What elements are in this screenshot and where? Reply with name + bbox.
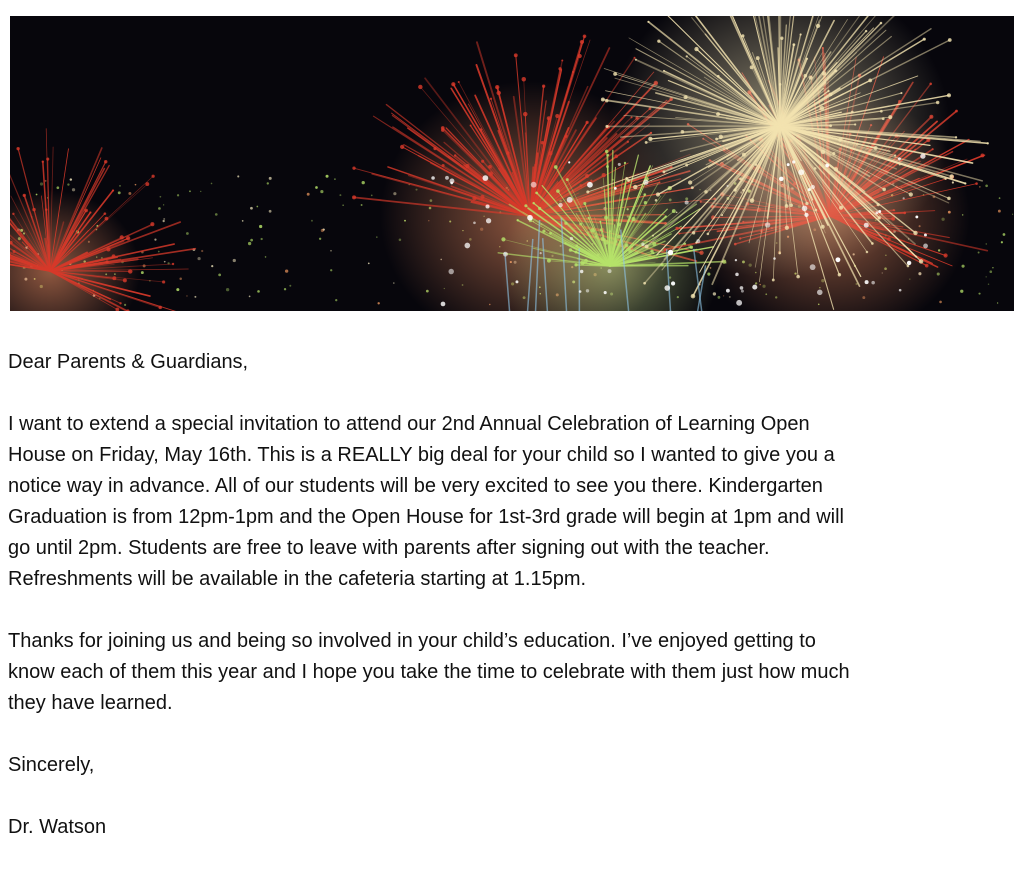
greeting: Dear Parents & Guardians, xyxy=(8,351,249,373)
fireworks-image xyxy=(10,16,1014,311)
thanks-paragraph: Thanks for joining us and being so involved in your child’s education. I’ve enjoyed getting to know each of them this year and I hope you take the time to celebrate with them just how much they have learned. xyxy=(8,630,850,714)
signature: Dr. Watson xyxy=(8,816,107,838)
fireworks-banner xyxy=(10,16,1014,311)
invitation-paragraph: I want to extend a special invitation to attend our 2nd Annual Celebration of Learning Open House on Friday, May 16th. This is a REALLY big deal for your child so I wanted to give you a notice way in advance. All of our students will be very excited to see you there. Kindergarten Graduation is from 12pm-1pm and the Open House for 1st-3rd grade will begin at 1pm and will go until 2pm. Students are free to leave with parents after signing out with the teacher. Refreshments will be available in the cafeteria starting at 1.15pm. xyxy=(8,413,844,590)
letter-body xyxy=(8,347,1016,843)
closing: Sincerely, xyxy=(8,754,95,776)
